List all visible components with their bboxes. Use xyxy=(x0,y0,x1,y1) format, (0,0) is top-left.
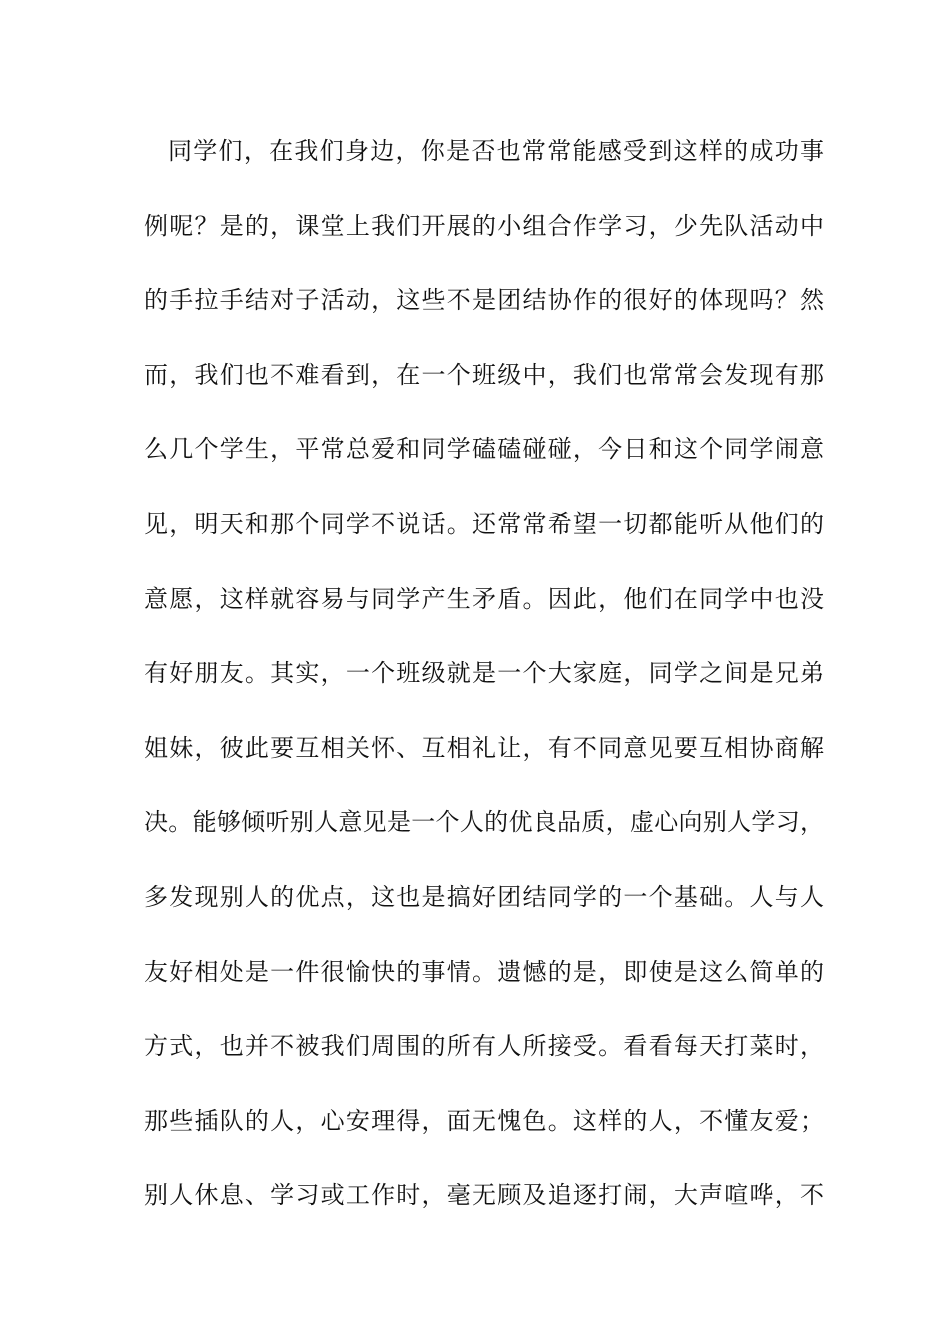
text-line: 么几个学生，平常总爱和同学磕磕碰碰，今日和这个同学闹意 xyxy=(144,435,824,464)
text-line: 例呢？是的，课堂上我们开展的小组合作学习，少先队活动中 xyxy=(144,211,824,240)
text-line: 的手拉手结对子活动，这些不是团结协作的很好的体现吗？然 xyxy=(144,286,824,315)
text-line: 多发现别人的优点，这也是搞好团结同学的一个基础。人与人 xyxy=(144,882,824,911)
text-line: 而，我们也不难看到，在一个班级中，我们也常常会发现有那 xyxy=(144,360,824,389)
text-line: 同学们，在我们身边，你是否也常常能感受到这样的成功事 xyxy=(168,137,824,165)
body-text xyxy=(144,131,824,1250)
text-line: 决。能够倾听别人意见是一个人的优良品质，虚心向别人学习， xyxy=(144,808,824,837)
text-line: 友好相处是一件很愉快的事情。遗憾的是，即使是这么简单的 xyxy=(144,957,824,986)
text-line: 见，明天和那个同学不说话。还常常希望一切都能听从他们的 xyxy=(144,509,824,538)
text-line: 方式，也并不被我们周围的所有人所接受。看看每天打菜时， xyxy=(144,1032,824,1061)
text-line: 别人休息、学习或工作时，毫无顾及追逐打闹，大声喧哗，不 xyxy=(144,1181,824,1210)
text-line: 有好朋友。其实，一个班级就是一个大家庭，同学之间是兄弟 xyxy=(144,659,824,688)
text-line: 那些插队的人，心安理得，面无愧色。这样的人，不懂友爱； xyxy=(144,1106,824,1135)
text-line: 意愿，这样就容易与同学产生矛盾。因此，他们在同学中也没 xyxy=(144,584,824,613)
text-line: 姐妹，彼此要互相关怀、互相礼让，有不同意见要互相协商解 xyxy=(144,733,824,762)
